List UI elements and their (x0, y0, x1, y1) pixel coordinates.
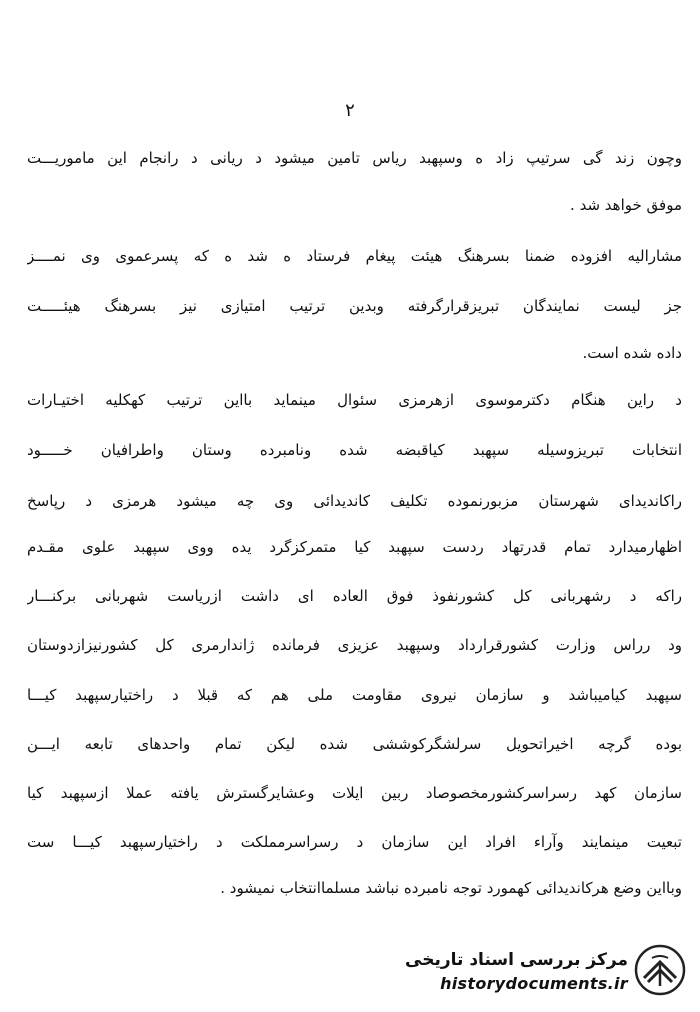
text-line-9: اظهارمیدارد تمام قدرتهاد ردست سپهبد کیا متمرکزگرد یده ووی سپهبد علوی مقـدم (27, 538, 682, 556)
text-line-7: انتخابات تبریزوسیله سپهبد کیاقبضه شده ونامبرده وستان واطرافیان خـــــود (27, 441, 682, 459)
watermark (386, 942, 686, 998)
book-logo-icon (634, 944, 686, 996)
text-line-14: سازمان کهد رسراسرکشورمخصوصاد ربین ایلات وعشایرگسترش یافته عملا ازسپهبد کیا (27, 784, 682, 802)
watermark-url: historydocuments.ir (440, 974, 628, 993)
text-line-16: وبااین وضع هرکاندیدائی کهمورد توجه نامبرده نباشد مسلماانتخاب نمیشود . (220, 879, 682, 897)
text-line-12: سپهبد کیامیباشد و سازمان نیروی مقاومت ملی هم که قبلا د راختیارسپهبد کیـــا (27, 686, 682, 704)
text-line-13: بوده گرچه اخیراتحویل سرلشگرکوششی شده لیکن تمام واحدهای تابعه ایـــن (27, 735, 682, 753)
text-line-15: تبعیت مینمایند وآراء افراد این سازمان د رسراسرمملکت د راختیارسپهبد کیـــا ست (27, 833, 682, 851)
text-line-1: وچون زند گی سرتیپ زاد ه وسپهبد ریاس تامین میشود د ریانی د رانجام این ماموریـــت (27, 149, 682, 167)
text-line-10: راکه د رشهربانی کل کشورنفوذ فوق العاده ای داشت ازریاست شهربانی برکنـــار (27, 587, 682, 605)
watermark-title: مرکز بررسی اسناد تاریخی (405, 950, 628, 970)
text-line-8: راکاندیدای شهرستان مزبورنموده تکلیف کاندیدائی وی چه میشود هرمزی د رپاسخ (27, 492, 682, 510)
text-line-2: موفق خواهد شد . (570, 196, 682, 214)
text-line-11: ود رراس وزارت کشورقرارداد وسپهبد عزیزی فرمانده ژاندارمری کل کشورنیزازدوستان (27, 636, 682, 654)
text-line-4: جز لیست نمایندگان تبریزقرارگرفته وبدین ترتیب امتیازی نیز بسرهنگ هیئـــــت (27, 297, 682, 315)
text-line-3: مشارالیه افزوده ضمنا بسرهنگ هیئت پیغام فرستاد ه شد ه که پسرعموی وی نمــــز (27, 247, 682, 265)
page-number: ۲ (345, 100, 355, 121)
text-line-5: داده شده است. (582, 344, 682, 362)
text-line-6: د راین هنگام دکترموسوی ازهرمزی سئوال مینماید بااین ترتیب کهکلیه اختیـارات (27, 391, 682, 409)
